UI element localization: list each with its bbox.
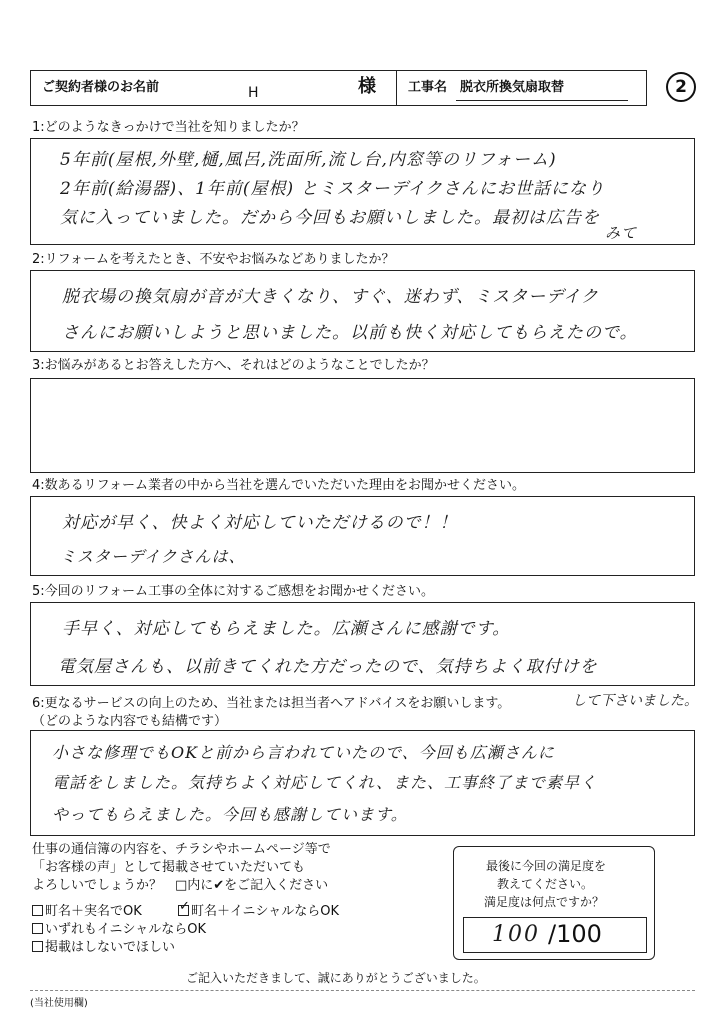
question-6-answer-line: やってもらえました。今回も感謝しています。 xyxy=(52,805,408,824)
question-3-label: 3:お悩みがあるとお答えした方へ、それはどのようなことでしたか？ xyxy=(32,358,435,373)
question-4-answer-line: 対応が早く、快よく対応していただけるので！！ xyxy=(62,513,458,533)
checkbox-checked[interactable] xyxy=(178,899,190,916)
footer-divider xyxy=(30,990,695,991)
question-1-answer-line: 2年前(給湯器)、1年前(屋根) とミスターデイクさんにお世話になり xyxy=(60,179,606,199)
question-2-label: 2:リフォームを考えたとき、不安やお悩みなどありましたか？ xyxy=(32,252,395,267)
question-1-answer-line: みて xyxy=(605,224,638,242)
check-mark-icon: ✓ xyxy=(179,899,190,914)
customer-label: ご契約者様のお名前 xyxy=(42,80,160,95)
question-4-label: 4:数あるリフォーム業者の中から当社を選んでいただいた理由をお聞かせください。 xyxy=(32,478,526,493)
satisfaction-text: 満足度は何点ですか？ xyxy=(484,895,605,909)
honorific: 様 xyxy=(358,76,376,97)
satisfaction-score: 100 xyxy=(492,922,540,947)
customer-name: H xyxy=(248,85,259,101)
consent-option-initials-town[interactable]: ✓ 町名＋イニシャルならOK xyxy=(179,899,339,919)
satisfaction-text: 教えてください。 xyxy=(497,877,594,891)
satisfaction-max: /100 xyxy=(548,920,602,948)
question-6-answer-line: 電話をしました。気持ちよく対応してくれ、また、工事終了まで素早く xyxy=(52,773,597,792)
question-1-answer-line: 5年前(屋根,外壁,樋,風呂,洗面所,流し台,内窓等のリフォーム) xyxy=(60,150,557,170)
consent-line: 「お客様の声」として掲載させていただいても xyxy=(32,860,306,875)
consent-option-no-publish[interactable]: 掲載はしないでほしい xyxy=(32,940,175,956)
question-6-sublabel: （どのような内容でも結構です） xyxy=(32,714,228,729)
header-divider xyxy=(396,70,397,106)
question-6-answer-line: 小さな修理でもOKと前から言われていたので、今回も広瀬さんに xyxy=(52,743,555,762)
question-3-answer-box xyxy=(30,378,695,473)
question-1-answer-line: 気に入っていました。だから今回もお願いしました。最初は広告を xyxy=(60,208,600,228)
consent-option-initials-only[interactable]: いずれもイニシャルならOK xyxy=(32,922,206,938)
project-label: 工事名 xyxy=(408,80,448,95)
consent-option-real-name[interactable]: 町名＋実名でOK xyxy=(32,904,142,920)
question-4-answer-line: ミスターデイクさんは、 xyxy=(60,547,246,566)
question-5-answer-overflow: して下さいました。 xyxy=(572,693,698,709)
question-1-label: 1:どのようなきっかけで当社を知りましたか？ xyxy=(32,120,305,135)
page-number-badge: 2 xyxy=(666,72,696,102)
checkbox[interactable] xyxy=(32,905,43,916)
office-use-label: (当社使用欄) xyxy=(30,998,88,1009)
question-5-label: 5:今回のリフォーム工事の全体に対するご感想をお聞かせください。 xyxy=(32,584,435,599)
consent-line: よろしいでしょうか？ □内に✔をご記入ください xyxy=(32,878,329,893)
checkbox[interactable] xyxy=(32,923,43,934)
project-underline xyxy=(456,100,628,101)
consent-line: 仕事の通信簿の内容を、チラシやホームページ等で xyxy=(32,842,331,857)
question-5-answer-line: 電気屋さんも、以前きてくれた方だったので、気持ちよく取付けを xyxy=(58,657,598,677)
question-6-label: 6:更なるサービスの向上のため、当社または担当者へアドバイスをお願いします。 xyxy=(32,696,511,711)
satisfaction-text: 最後に今回の満足度を xyxy=(486,859,607,873)
question-5-answer-line: 手早く、対応してもらえました。広瀬さんに感謝です。 xyxy=(62,619,511,639)
project-name: 脱衣所換気扇取替 xyxy=(460,80,565,95)
question-2-answer-line: さんにお願いしようと思いました。以前も快く対応してもらえたので。 xyxy=(62,323,638,343)
thanks-message: ご記入いただきまして、誠にありがとうございました。 xyxy=(186,971,486,985)
checkbox[interactable] xyxy=(32,941,43,952)
question-2-answer-line: 脱衣場の換気扇が音が大きくなり、すぐ、迷わず、ミスターデイク xyxy=(62,287,599,307)
